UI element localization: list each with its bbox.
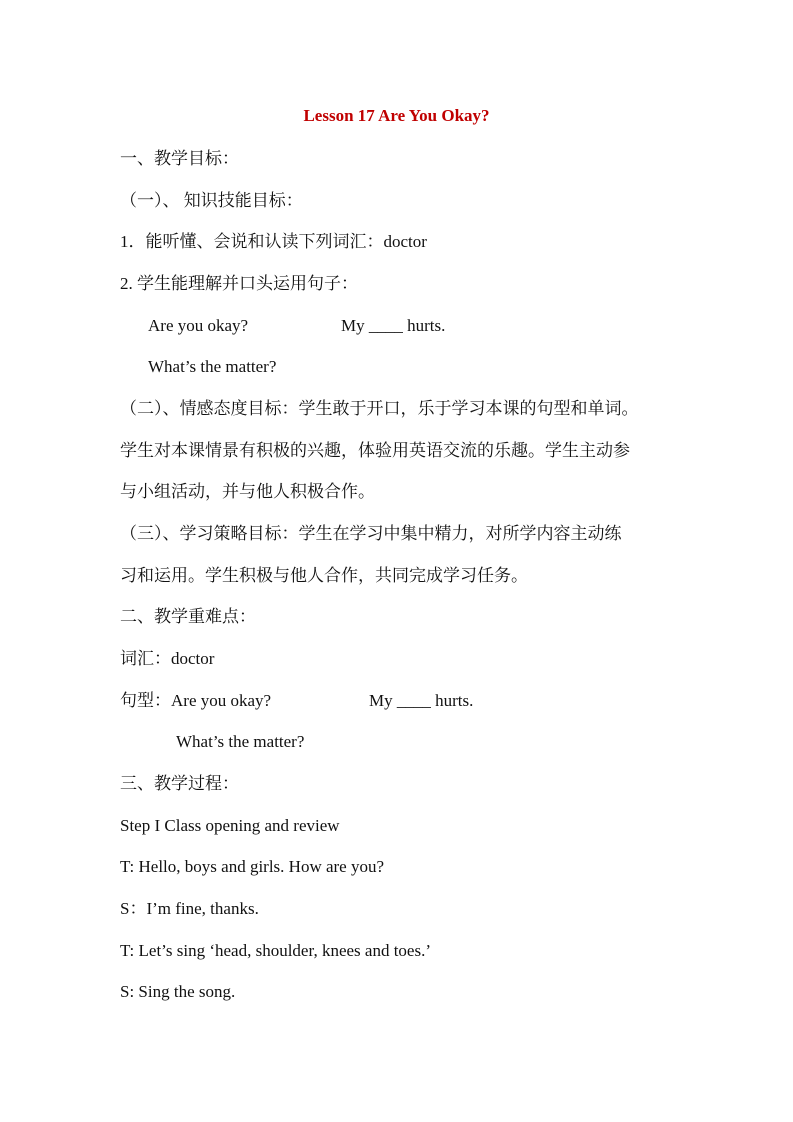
subheading-knowledge-skills: （一）、 知识技能目标： [120, 191, 303, 210]
dialogue-student-sing: S: Sing the song. [120, 982, 236, 1001]
objective-vocabulary: 1．能听懂、会说和认读下列词汇：doctor [120, 232, 427, 251]
section-heading-objectives: 一、教学目标： [120, 149, 239, 168]
dialogue-teacher-song: T: Let’s sing ‘head, shoulder, knees and toes.’ [120, 941, 432, 960]
objective-attitude-line-3: 与小组活动，并与他人积极合作。 [120, 482, 375, 501]
key-sentence-pattern: 句型：Are you okay? [120, 691, 272, 710]
objective-strategy-line-2: 习和运用。学生积极与他人合作，共同完成学习任务。 [120, 566, 528, 585]
lesson-title: Lesson 17 Are You Okay? [303, 106, 490, 125]
key-vocabulary: 词汇：doctor [120, 649, 215, 668]
dialogue-student-reply: S：I’m fine, thanks. [120, 899, 259, 918]
objective-sentences: 2. 学生能理解并口头运用句子： [120, 274, 358, 293]
dialogue-teacher-greeting: T: Hello, boys and girls. How are you? [120, 857, 385, 876]
section-heading-process: 三、教学过程： [120, 774, 239, 793]
key-sentence-whats-the-matter: What’s the matter? [176, 732, 305, 751]
step-one-heading: Step I Class opening and review [120, 816, 340, 835]
objective-strategy-line-1: （三）、学习策略目标：学生在学习中集中精力，对所学内容主动练 [120, 524, 622, 543]
objective-attitude-line-2: 学生对本课情景有积极的兴趣，体验用英语交流的乐趣。学生主动参 [120, 441, 630, 460]
sentence-whats-the-matter: What’s the matter? [148, 357, 277, 376]
section-heading-key-points: 二、教学重难点： [120, 607, 256, 626]
sentence-are-you-okay: Are you okay? [148, 316, 249, 335]
key-sentence-my-hurts: My ____ hurts. [369, 691, 474, 710]
objective-attitude-line-1: （二）、情感态度目标：学生敢于开口，乐于学习本课的句型和单词。 [120, 399, 639, 418]
sentence-my-hurts: My ____ hurts. [341, 316, 446, 335]
